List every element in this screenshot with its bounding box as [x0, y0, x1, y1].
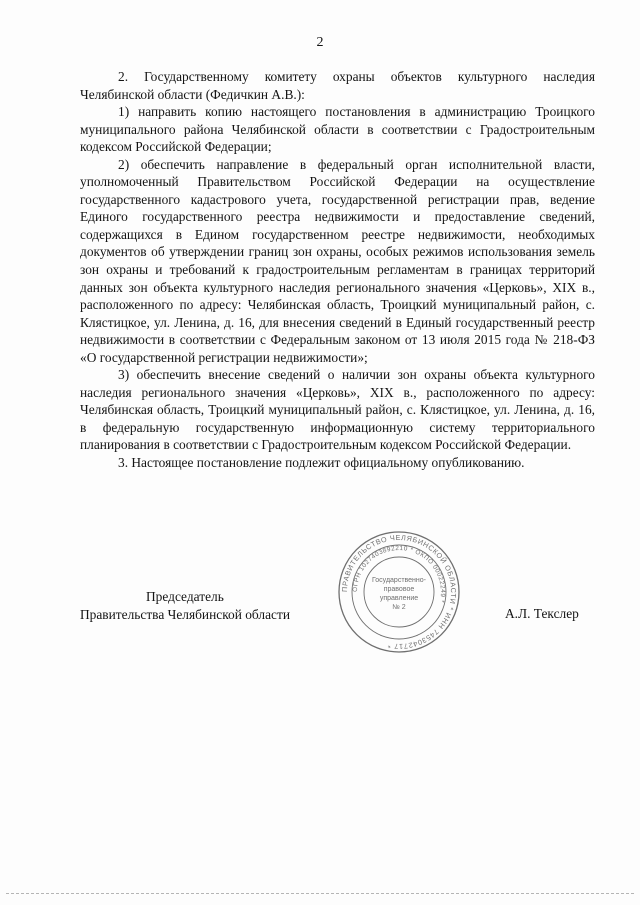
signatory-title	[80, 588, 330, 623]
page-bottom-edge	[6, 893, 634, 894]
signatory-title-line1: Председатель	[146, 589, 224, 604]
signatory-name: А.Л. Текслер	[505, 606, 579, 621]
paragraph-subitem-3: 3) обеспечить внесение сведений о наличии зон охраны объекта культурного наследия регионального значения «Церковь», XIX в., расположенного по адресу: Челябинская область, Троицкий муниципальный район, с. Клястицкое, ул. Ленина, д. 16, в федеральную государственную информационную систему территориального планирования в соответствии с Градостроительным кодексом Российской Федерации.	[80, 367, 595, 453]
seal-center-line1: Государственно-	[371, 577, 427, 584]
seal-center-line2: правовое	[383, 586, 415, 593]
seal-center-line3: управление	[379, 595, 419, 602]
seal-outer-ring-text: ПРАВИТЕЛЬСТВО ЧЕЛЯБИНСКОЙ ОБЛАСТИ * ИНН 7453042717 *	[339, 532, 459, 652]
paragraph-item-3: 3. Настоящее постановление подлежит официальному опубликованию.	[118, 455, 525, 471]
page-number: 2	[316, 35, 324, 50]
paragraph-subitem-1: 1) направить копию настоящего постановления в администрацию Троицкого муниципального района Челябинской области в соответствии с Градостроительным кодексом Российской Федерации;	[80, 104, 595, 155]
paragraph-subitem-2: 2) обеспечить направление в федеральный орган исполнительной власти, уполномоченный Правительством Российской Федерации на осуществление государственного кадастрового учета, государственной регистрации прав, ведение Единого государственного реестра недвижимости и предоставление сведений, содержащихся в Едином государственном реестре недвижимости, необходимых документов об утверждении границ зон охраны, особых режимов использования земель зон охраны и требований к градостроительным регламентам в границах территорий данных зон объекта культурного наследия регионального значения «Церковь», XIX в., расположенного по адресу: Челябинская область, Троицкий муниципальный район, с. Клястицкое, ул. Ленина, д. 16, для внесения сведений в Единый государственный реестр недвижимости в соответствии с Федеральным законом от 13 июля 2015 года № 218-ФЗ «О государственной регистрации недвижимости»;	[80, 156, 595, 365]
seal-center-line4: № 2	[392, 604, 406, 611]
decree-body	[80, 68, 595, 472]
paragraph-item-2: 2. Государственному комитету охраны объектов культурного наследия Челябинской области (Федичкин А.В.):	[80, 69, 595, 102]
signatory-title-line2: Правительства Челябинской области	[80, 606, 290, 622]
official-seal-stamp	[337, 530, 461, 654]
seal-graphic	[337, 530, 461, 654]
seal-inner-ring-text: ОГРН 1027403892210 * ОКПО 00022249 *	[351, 544, 447, 604]
